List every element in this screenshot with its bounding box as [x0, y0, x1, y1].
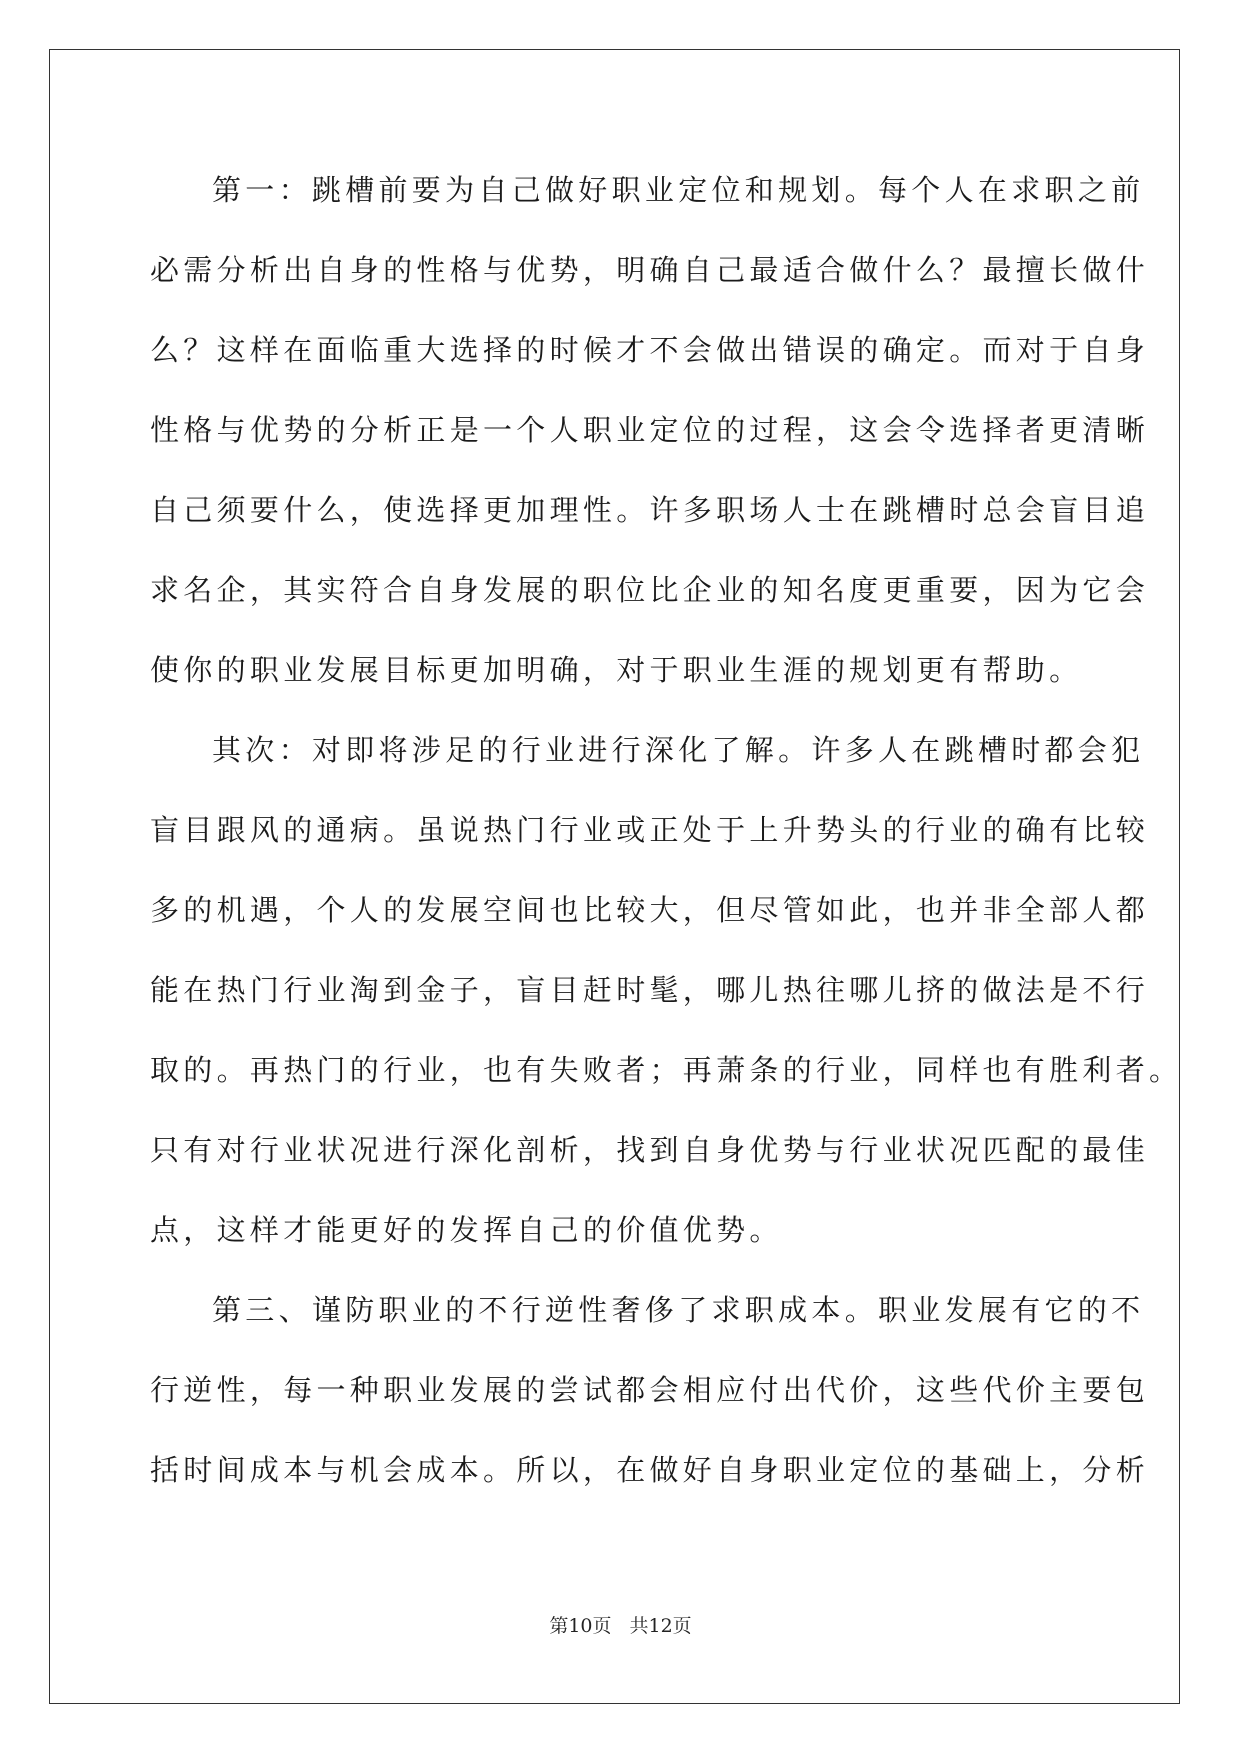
page-number-label: 第10页 [549, 1615, 612, 1637]
page-footer [0, 1614, 1241, 1638]
paragraph-1-line-3: 么？这样在面临重大选择的时候才不会做出错误的确定。而对于自身 [150, 333, 1150, 367]
paragraph-2-line-1: 其次：对即将涉足的行业进行深化了解。许多人在跳槽时都会犯 [212, 733, 1145, 767]
paragraph-2-line-6: 只有对行业状况进行深化剖析，找到自身优势与行业状况匹配的最佳 [150, 1133, 1150, 1167]
paragraph-3-line-3: 括时间成本与机会成本。所以，在做好自身职业定位的基础上，分析 [150, 1453, 1150, 1487]
paragraph-2-line-4: 能在热门行业淘到金子，盲目赶时髦，哪儿热往哪儿挤的做法是不行 [150, 973, 1150, 1007]
paragraph-2-line-2: 盲目跟风的通病。虽说热门行业或正处于上升势头的行业的确有比较 [150, 813, 1150, 847]
paragraph-3-line-1: 第三、谨防职业的不行逆性奢侈了求职成本。职业发展有它的不 [212, 1293, 1145, 1327]
paragraph-1-line-7: 使你的职业发展目标更加明确，对于职业生涯的规划更有帮助。 [150, 653, 1083, 687]
paragraph-1-line-5: 自己须要什么，使选择更加理性。许多职场人士在跳槽时总会盲目追 [150, 493, 1150, 527]
paragraph-1-line-4: 性格与优势的分析正是一个人职业定位的过程，这会令选择者更清晰 [150, 413, 1150, 447]
paragraph-1-line-6: 求名企，其实符合自身发展的职位比企业的知名度更重要，因为它会 [150, 573, 1150, 607]
paragraph-1-line-2: 必需分析出自身的性格与优势，明确自己最适合做什么？最擅长做什 [150, 253, 1150, 287]
paragraph-2-line-5: 取的。再热门的行业，也有失败者；再萧条的行业，同样也有胜利者。 [150, 1053, 1183, 1087]
paragraph-2-line-3: 多的机遇，个人的发展空间也比较大，但尽管如此，也并非全部人都 [150, 893, 1150, 927]
total-pages-label: 共12页 [629, 1615, 692, 1637]
paragraph-1-line-1: 第一：跳槽前要为自己做好职业定位和规划。每个人在求职之前 [212, 173, 1145, 207]
paragraph-2-line-7: 点，这样才能更好的发挥自己的价值优势。 [150, 1213, 783, 1247]
paragraph-3-line-2: 行逆性，每一种职业发展的尝试都会相应付出代价，这些代价主要包 [150, 1373, 1150, 1407]
